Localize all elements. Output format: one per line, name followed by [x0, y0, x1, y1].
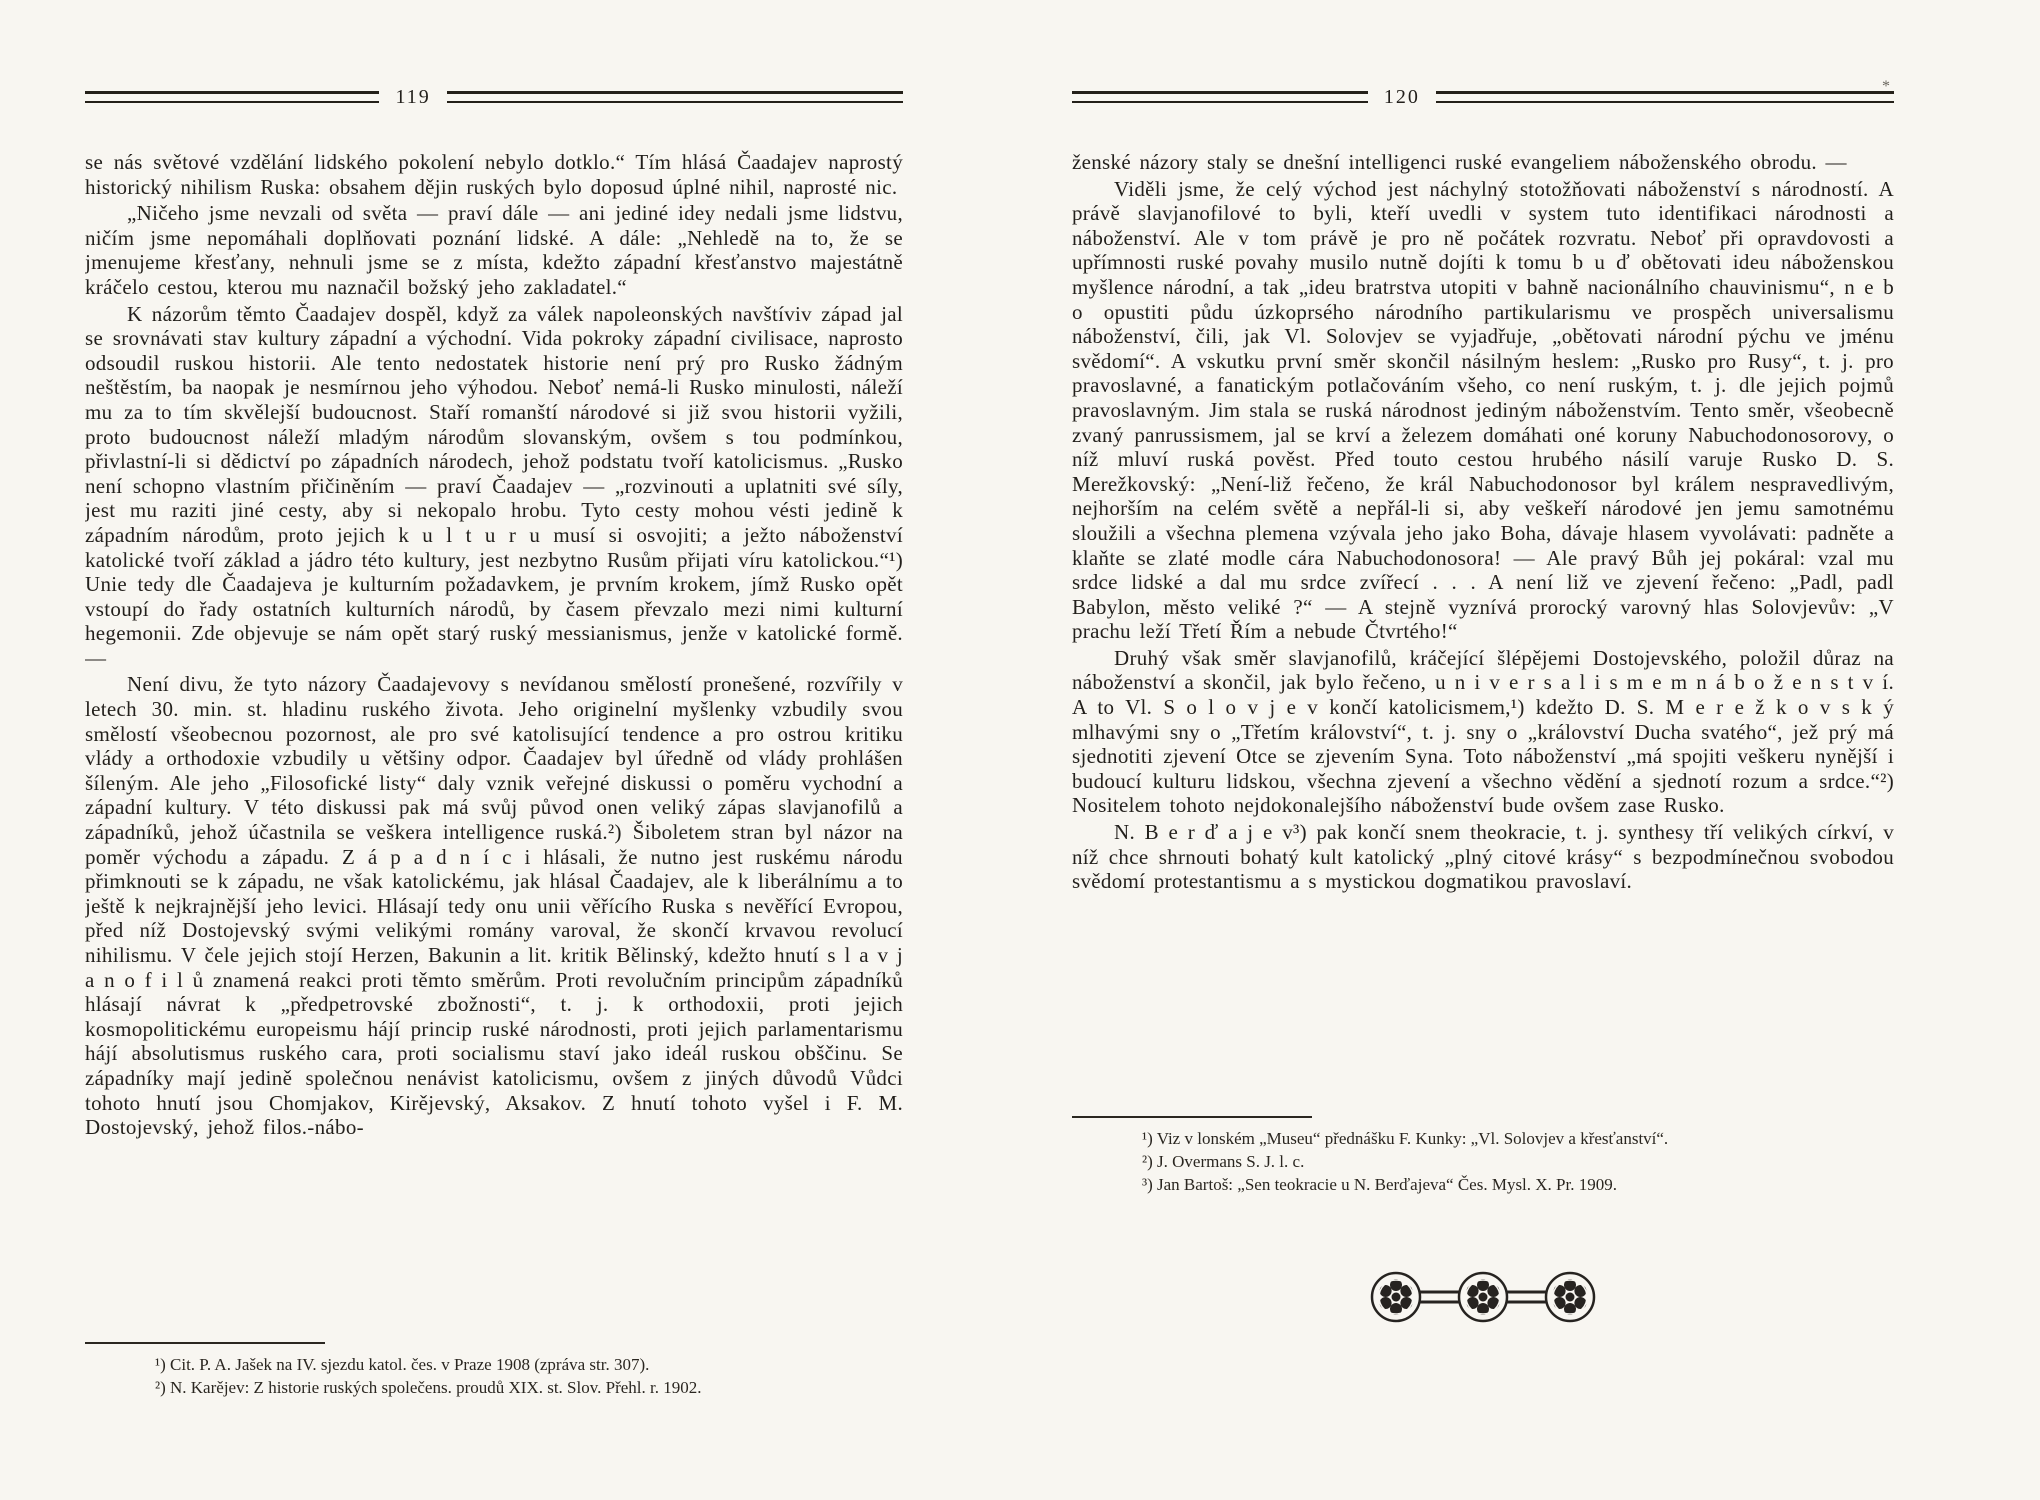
page-120: [1072, 78, 1894, 1194]
footnotes-left: [85, 1342, 903, 1399]
page-body-right: [1072, 150, 1894, 896]
footnote: ²) N. Karějev: Z historie ruských společens. proudů XIX. st. Slov. Přehl. r. 1902.: [155, 1378, 702, 1397]
header-rule-right: [1436, 91, 1894, 103]
header-rule-right: [447, 91, 903, 103]
footnote: ³) Jan Bartoš: „Sen teokracie u N. Berďajeva“ Čes. Mysl. X. Pr. 1909.: [1142, 1175, 1617, 1194]
footnote: ¹) Cit. P. A. Jašek na IV. sjezdu katol. čes. v Praze 1908 (zpráva str. 307).: [155, 1355, 650, 1374]
paragraph: N. B e r ď a j e v³) pak končí snem theokracie, t. j. synthesy tří velikých církví, v níž chce shrnouti bohatý kult katolický „plný citové krásy“ s bezpodmínečnou svobodou svědomí protestantismu a s mystickou dogmatikou pravoslaví.: [1072, 820, 1894, 894]
footnotes-right: [1072, 1116, 1894, 1196]
print-corner-mark: *: [1882, 78, 1890, 95]
header-rule-left: [1072, 91, 1368, 103]
paragraph: Druhý však směr slavjanofilů, kráčející šlépějemi Dostojevského, položil důraz na náboženství a skončil, jak bylo řečeno, u n i v e r s a l i s m e m n á b o ž e n s t v í. A to Vl. S o l o v j e v končí katolicismem,¹) kdežto D. S. M e r e ž k o v s k ý mlhavými sny o „Třetím království“, t. j. sny o „království Ducha svatého“, jež prý má sjednotiti zjevení Otce se zjevením Syna. Toto náboženství „má spojiti veškeru nynější i budoucí kulturu lidskou, všechna zjevení a všechno vědění a sjednotí rozum a srdce.“²) Nositelem tohoto nejdokonalejšího náboženství bude ovšem zase Rusko.: [1072, 645, 1894, 818]
page-header-right: [1072, 86, 1894, 108]
footnote: ¹) Viz v lonském „Museu“ přednášku F. Kunky: „Vl. Solovjev a křesťanství“.: [1142, 1129, 1669, 1148]
paragraph-continuation: se nás světové vzdělání lidského pokolení nebylo dotklo.“ Tím hlásá Čaadajev naprostý historický nihilism Ruska: obsahem dějin ruských bylo doposud úplné nihil, naprosté nic.: [85, 150, 903, 199]
page-header-left: [85, 86, 903, 108]
paragraph: Není divu, že tyto názory Čaadajevovy s nevídanou smělostí pronešené, rozvířily v letech 30. min. st. hladinu ruského života. Jeho originelní myšlenky vzbudily svou smělostí všeobecnou pozornost, ale pro své katolisující tendence a pro ostrou kritiku vlády a orthodoxie vzbudily u většiny odpor. Čaadajev byl úředně od vlády prohlášen šíleným. Ale jeho „Filosofické listy“ daly vznik veřejné diskussi o poměru vychodní a západní kultury. V této diskussi pak má svůj původ onen veliký zápas slavjanofilů a západníků, jehož účastnila se veškera intelligence ruská.²) Šiboletem stran byl názor na poměr východu a západu. Z á p a d n í c i hlásali, že nutno jest ruskému národu přimknouti se k západu, ne však katolickému, jak hlásal Čaadajev, ale k liberálnímu a to ještě k nejkrajnější jeho levici. Hlásají tedy onu unii věřícího Ruska s nevěřící Evropou, před níž Dostojevský svými velikými romány varoval, že skončí krvavou revolucí nihilismu. V čele jejich stojí Herzen, Bakunin a lit. kritik Bělinský, kdežto hnutí s l a v j a n o f i l ů znamená reakci proti těmto směrům. Proti revolučním principům západníků hlásají návrat k „předpetrovské zbožnosti“, t. j. k orthodoxii, proti jejich kosmopolitickému europeismu hájí princip ruské národnosti, proti jejich parlamentarismu hájí absolutismus ruského cara, proti socialismu staví jako ideál ruskou obščinu. Se západníky mají jedině společnou nenávist katolicismu, ovšem z jiných důvodů Vůdci tohoto hnutí jsou Chomjakov, Kirějevský, Aksakov. Z hnutí tohoto vyšel i F. M. Dostojevský, jehož filos.-nábo-: [85, 672, 903, 1140]
rosette-ornament-icon: [1363, 1264, 1603, 1330]
footnote-rule: [85, 1342, 325, 1344]
footnote-rule: [1072, 1116, 1312, 1118]
paragraph: Viděli jsme, že celý východ jest náchylný stotožňovati náboženství s národností. A právě slavjanofilové to byli, kteří uvedli v system tuto identifikaci národnosti a náboženství. Ale v tom právě je pro ně počátek rozvratu. Neboť při opravdovosti a upřímnosti ruské povahy musilo nutně dojíti k tomu b u ď obětovati ideu náboženskou myšlence národní, a tak „ideu bratrstva utopiti v bahně nacionálního chauvinismu“, n e b o opustiti půdu úzkoprsého národního partikularismu ve prospěch universalismu náboženství, čili, jak Vl. Solovjev se vyjadřuje, „obětovati národní pýchu ve jménu svědomí“. A vskutku první směr skončil násilným heslem: „Rusko pro Rusy“, t. j. pro pravoslavné, a fanatickým potlačováním všeho, co není ruským, t. j. dle jejich pojmů pravoslavným. Jim stala se ruská národnost jediným náboženstvím. Tento směr, všeobecně zvaný panrussismem, jal se krví a železem domáhati oné koruny Nabuchodonosorovy, o níž mluví ruská pověst. Před touto cestou hrubého násilí varuje Rusko D. S. Merežkovský: „Není-liž řečeno, že král Nabuchodonosor byl králem nespravedlivým, nejhorším na celém světě a nepřál-li si, aby veškeří národové jen jemu samotnému sloužili a všechna plemena vzývala jeho jako Boha, dávaje hlasem vyvolávati: padněte a klaňte se zlaté modle cára Nabuchodonosora! — Ale pravý Bůh jej pokáral: vzal mu srdce lidské a dal mu srdce zvířecí . . . A není liž ve zjevení řečeno: „Padl, padl Babylon, město veliké ?“ — A stejně vyznívá prorocký varovný hlas Solovjevův: „V prachu leží Třetí Řím a nebude Čtvrtého!“: [1072, 176, 1894, 644]
page-body-left: [85, 150, 903, 1142]
page-number-left: 119: [395, 86, 431, 108]
page-number-right: 120: [1383, 86, 1420, 108]
paragraph: K názorům těmto Čaadajev dospěl, když za válek napoleonských navštíviv západ jal se srovnávati stav kultury západní a východní. Vida pokroky západní civilisace, naprosto odsoudil ruskou historii. Ale tento nedostatek historie není prý pro Rusko žádným neštěstím, ba naopak je nesmírnou jeho výhodou. Neboť nemá-li Rusko minulosti, náleží mu za to tím skvělejší budoucnost. Staří romanští národové si již svou historii vyžili, proto budoucnost náleží mladým národům slovanským, ovšem s tou podmínkou, přivlastní-li si dědictví po západních národech, jehož podstatu tvoří katolicismus. „Rusko není schopno vlastním přičiněním — praví Čaadajev — „rozvinouti a uplatniti své síly, jest mu raziti jiné cesty, aby si nekopalo hrobu. Tyto cesty mohou vésti jedině k západním národům, proto jejich k u l t u r u musí si osvojiti; a ježto náboženství katolické tvoří základ a jádro této kultury, jest nezbytno Rusům přijati víru katolickou.“¹) Unie tedy dle Čaadajeva je kulturním požadavkem, je prvním krokem, jímž Rusko opět vstoupí do řady ostatních kulturních národů, by časem převzalo mezi nimi kulturní hegemonii. Zde objevuje se nám opět starý ruský messianismus, jenže v katolické formě. —: [85, 301, 903, 670]
header-rule-left: [85, 91, 379, 103]
page-119: [85, 86, 903, 1397]
footnote: ²) J. Overmans S. J. l. c.: [1142, 1152, 1305, 1171]
paragraph-continuation: ženské názory staly se dnešní intelligenci ruské evangeliem náboženského obrodu. —: [1072, 150, 1847, 174]
paragraph: „Ničeho jsme nevzali od světa — praví dále — ani jediné idey nedali jsme lidstvu, ničím jsme nepomáhali doplňovati poznání lidské. A dále: „Nehledě na to, že se jmenujeme křesťany, nehnuli jsme se z místa, kdežto západní křesťanstvo majestátně kráčelo cestou, kterou mu naznačil božský jeho zakladatel.“: [85, 201, 903, 299]
